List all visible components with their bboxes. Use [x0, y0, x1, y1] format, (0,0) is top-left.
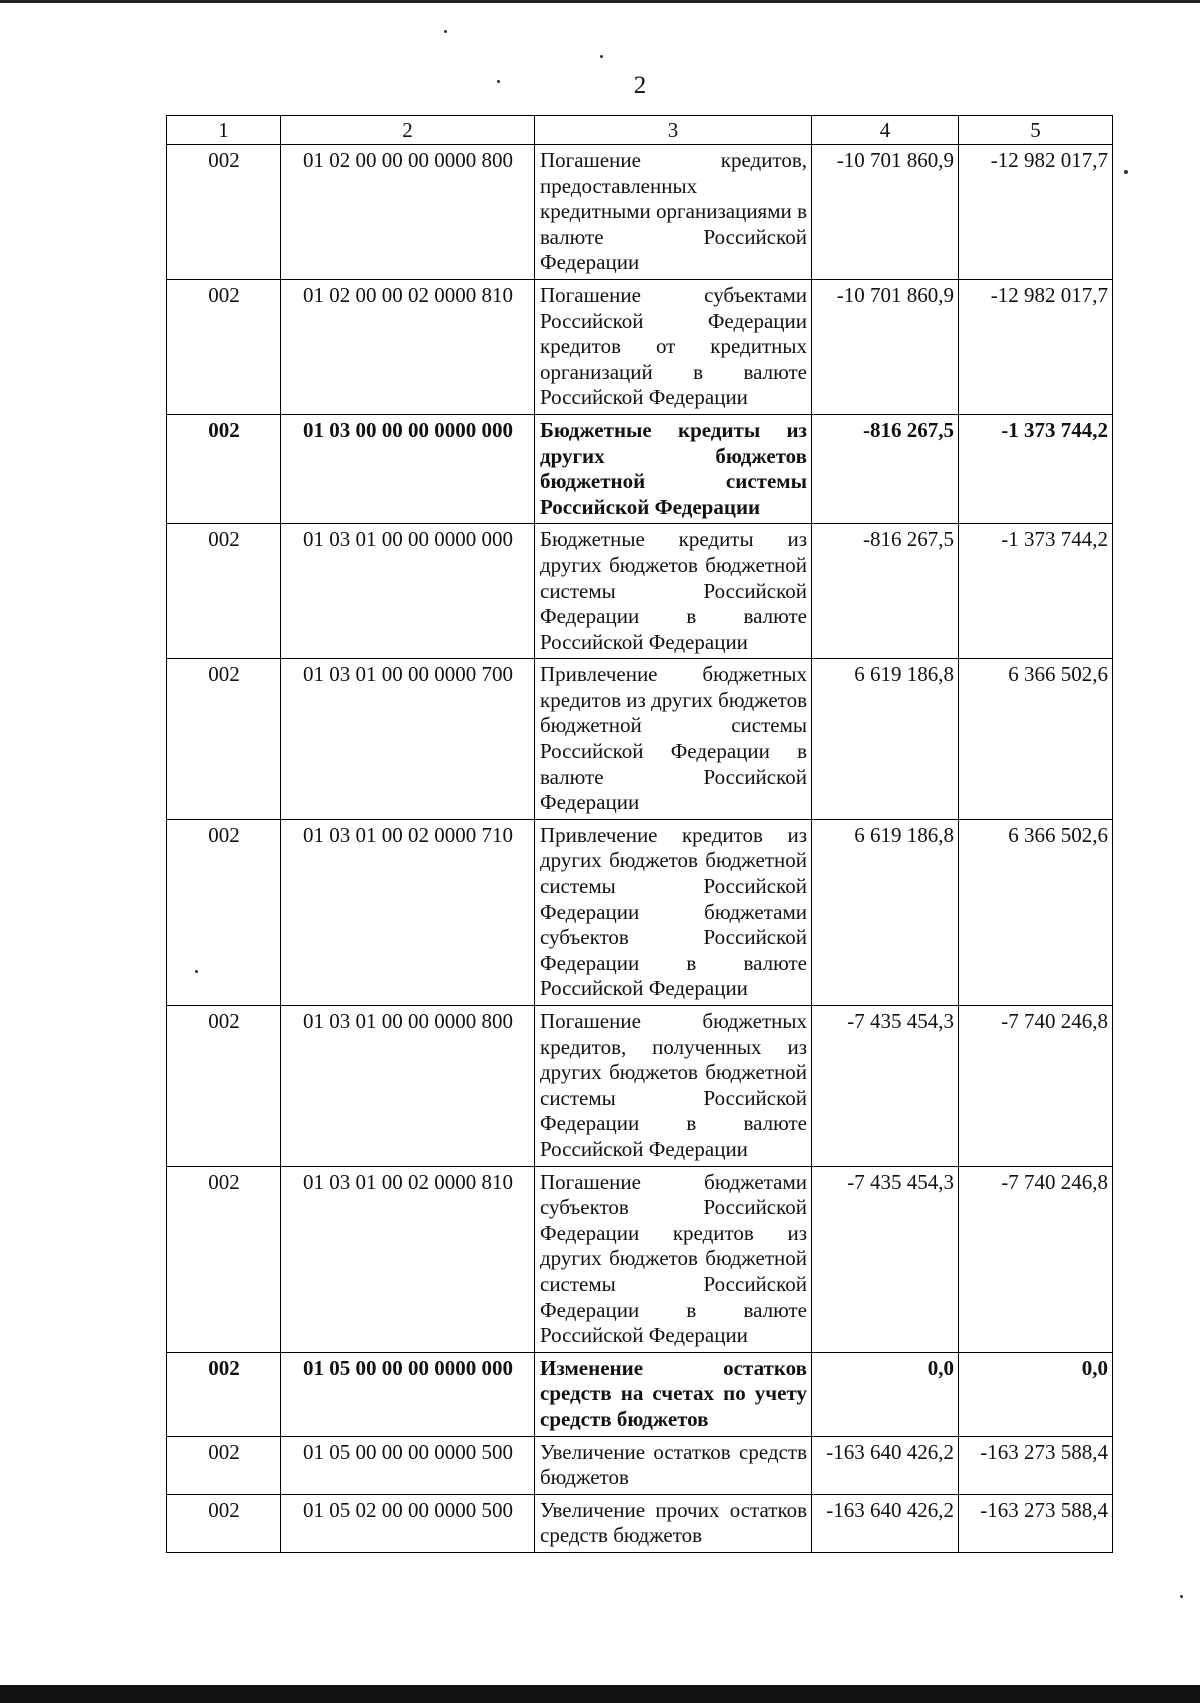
- source-name-cell: Привлечение бюджетных кредитов из других бюджетов бюджетной системы Российской Федерации в валюте Российской Федерации: [535, 659, 812, 820]
- classification-code-cell: 01 03 00 00 00 0000 000: [281, 414, 535, 523]
- amount-year2-cell: -7 740 246,8: [959, 1166, 1113, 1352]
- amount-year1-cell: -816 267,5: [812, 414, 959, 523]
- scan-speck: [444, 30, 447, 33]
- amount-year2-cell: -7 740 246,8: [959, 1006, 1113, 1167]
- table-row: [167, 145, 1113, 280]
- column-header: 4: [812, 116, 959, 145]
- scan-speck: [195, 970, 198, 973]
- classification-code-cell: 01 05 00 00 00 0000 500: [281, 1436, 535, 1494]
- admin-code-cell: 002: [167, 1352, 281, 1436]
- amount-year2-cell: 6 366 502,6: [959, 659, 1113, 820]
- amount-year2-cell: -12 982 017,7: [959, 279, 1113, 414]
- source-name-cell: Бюджетные кредиты из других бюджетов бюджетной системы Российской Федерации в валюте Российской Федерации: [535, 524, 812, 659]
- amount-year2-cell: -1 373 744,2: [959, 414, 1113, 523]
- admin-code-cell: 002: [167, 1006, 281, 1167]
- column-header: 2: [281, 116, 535, 145]
- table-row: [167, 414, 1113, 523]
- table-header-row: [167, 116, 1113, 145]
- source-name-cell: Увеличение прочих остатков средств бюджетов: [535, 1494, 812, 1552]
- admin-code-cell: 002: [167, 414, 281, 523]
- source-name-cell: Погашение субъектами Российской Федерации кредитов от кредитных организаций в валюте Российской Федерации: [535, 279, 812, 414]
- source-name-cell: Погашение бюджетных кредитов, полученных из других бюджетов бюджетной системы Российской Федерации в валюте Российской Федерации: [535, 1006, 812, 1167]
- classification-code-cell: 01 05 02 00 00 0000 500: [281, 1494, 535, 1552]
- scan-speck: [600, 55, 603, 58]
- table-row: [167, 1166, 1113, 1352]
- classification-code-cell: 01 03 01 00 00 0000 800: [281, 1006, 535, 1167]
- source-name-cell: Увеличение остатков средств бюджетов: [535, 1436, 812, 1494]
- amount-year2-cell: -12 982 017,7: [959, 145, 1113, 280]
- scan-speck: [1124, 170, 1128, 174]
- classification-code-cell: 01 05 00 00 00 0000 000: [281, 1352, 535, 1436]
- amount-year2-cell: -163 273 588,4: [959, 1436, 1113, 1494]
- source-name-cell: Изменение остатков средств на счетах по учету средств бюджетов: [535, 1352, 812, 1436]
- amount-year1-cell: 6 619 186,8: [812, 819, 959, 1005]
- amount-year1-cell: -163 640 426,2: [812, 1436, 959, 1494]
- classification-code-cell: 01 03 01 00 00 0000 000: [281, 524, 535, 659]
- admin-code-cell: 002: [167, 1166, 281, 1352]
- scan-bottom-edge: [0, 1685, 1200, 1703]
- amount-year1-cell: -10 701 860,9: [812, 145, 959, 280]
- amount-year2-cell: -1 373 744,2: [959, 524, 1113, 659]
- table-row: [167, 279, 1113, 414]
- column-header: 5: [959, 116, 1113, 145]
- classification-code-cell: 01 02 00 00 00 0000 800: [281, 145, 535, 280]
- admin-code-cell: 002: [167, 1436, 281, 1494]
- scan-top-edge: [0, 0, 1200, 3]
- source-name-cell: Погашение бюджетами субъектов Российской Федерации кредитов из других бюджетов бюджетной системы Российской Федерации в валюте Российской Федерации: [535, 1166, 812, 1352]
- classification-code-cell: 01 03 01 00 00 0000 700: [281, 659, 535, 820]
- budget-sources-table: [166, 115, 1113, 1553]
- amount-year1-cell: -163 640 426,2: [812, 1494, 959, 1552]
- amount-year1-cell: -10 701 860,9: [812, 279, 959, 414]
- table-row: [167, 1436, 1113, 1494]
- column-header: 3: [535, 116, 812, 145]
- table-row: [167, 1352, 1113, 1436]
- amount-year2-cell: 0,0: [959, 1352, 1113, 1436]
- table-row: [167, 819, 1113, 1005]
- admin-code-cell: 002: [167, 524, 281, 659]
- classification-code-cell: 01 03 01 00 02 0000 710: [281, 819, 535, 1005]
- source-name-cell: Погашение кредитов, предоставленных кредитными организациями в валюте Российской Федерации: [535, 145, 812, 280]
- table-row: [167, 659, 1113, 820]
- table-row: [167, 1006, 1113, 1167]
- admin-code-cell: 002: [167, 659, 281, 820]
- admin-code-cell: 002: [167, 819, 281, 1005]
- source-name-cell: Бюджетные кредиты из других бюджетов бюджетной системы Российской Федерации: [535, 414, 812, 523]
- amount-year1-cell: -7 435 454,3: [812, 1006, 959, 1167]
- amount-year1-cell: -7 435 454,3: [812, 1166, 959, 1352]
- amount-year1-cell: 6 619 186,8: [812, 659, 959, 820]
- table-row: [167, 524, 1113, 659]
- source-name-cell: Привлечение кредитов из других бюджетов бюджетной системы Российской Федерации бюджетами субъектов Российской Федерации в валюте Российской Федерации: [535, 819, 812, 1005]
- scan-speck: [497, 80, 500, 83]
- column-header: 1: [167, 116, 281, 145]
- amount-year2-cell: -163 273 588,4: [959, 1494, 1113, 1552]
- admin-code-cell: 002: [167, 145, 281, 280]
- admin-code-cell: 002: [167, 279, 281, 414]
- amount-year2-cell: 6 366 502,6: [959, 819, 1113, 1005]
- admin-code-cell: 002: [167, 1494, 281, 1552]
- classification-code-cell: 01 03 01 00 02 0000 810: [281, 1166, 535, 1352]
- amount-year1-cell: -816 267,5: [812, 524, 959, 659]
- amount-year1-cell: 0,0: [812, 1352, 959, 1436]
- page-number: 2: [633, 72, 647, 99]
- table-row: [167, 1494, 1113, 1552]
- scan-speck: [1180, 1595, 1183, 1598]
- classification-code-cell: 01 02 00 00 02 0000 810: [281, 279, 535, 414]
